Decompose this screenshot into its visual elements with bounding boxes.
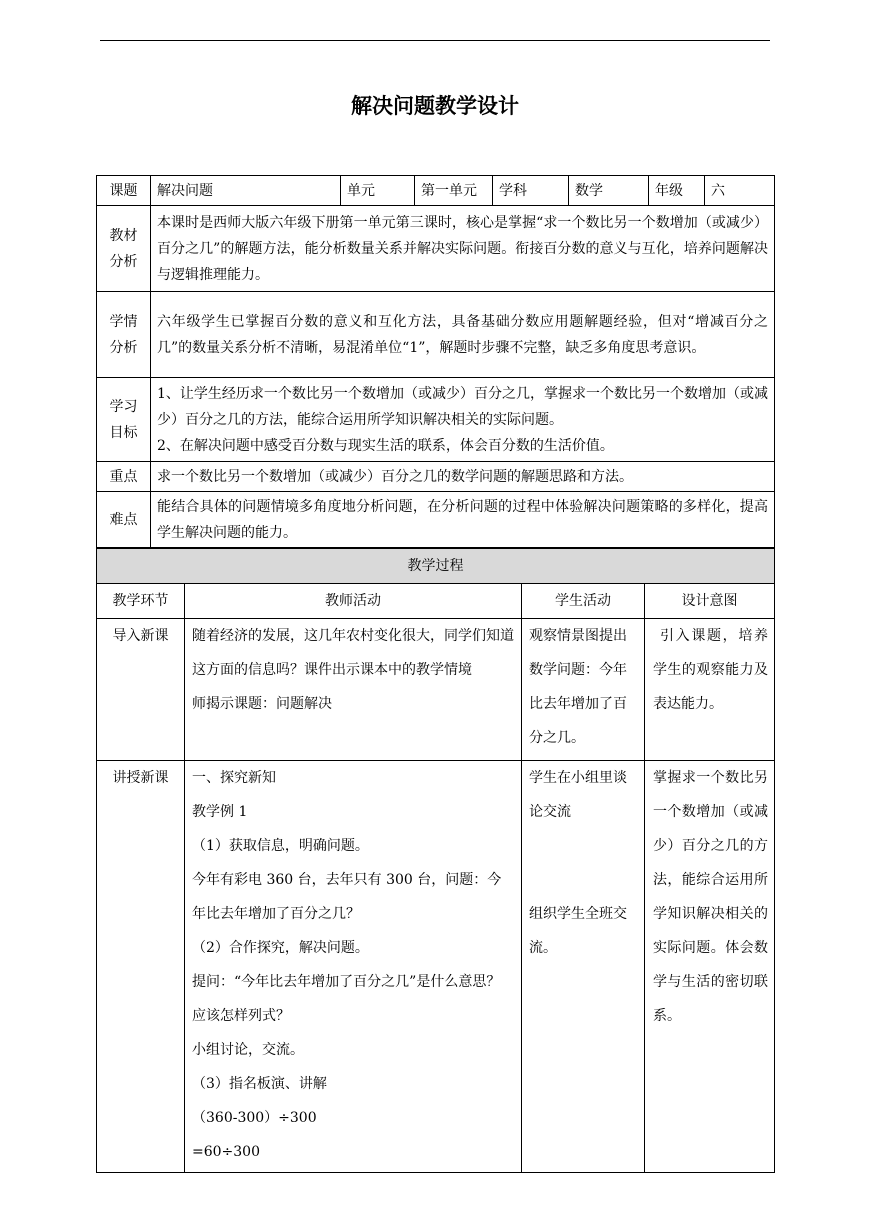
difficulty-label: 难点: [97, 492, 151, 548]
unit-label: 单元: [341, 176, 415, 206]
teacher-line: 随着经济的发展，这几年农村变化很大，同学们知道这方面的信息吗？课件出示课本中的教学情境: [192, 628, 514, 678]
info-row-learner: [97, 292, 775, 378]
design-intent-new: [645, 761, 775, 1173]
header-step: 教学环节: [97, 584, 185, 619]
header-teacher: 教师活动: [185, 584, 522, 619]
process-banner: 教学过程: [97, 549, 775, 584]
teacher-line: 今年有彩电 360 台，去年只有 300 台，问题：今年比去年增加了百分之几？: [192, 872, 502, 922]
goal-item: 2、在解决问题中感受百分数与现实生活的联系，体会百分数的生活价值。: [157, 437, 614, 454]
teacher-line: （2）合作探究，解决问题。: [192, 940, 369, 956]
step-new: 讲授新课: [97, 761, 185, 1173]
teacher-line: 小组讨论，交流。: [192, 1042, 304, 1058]
process-row-intro: [97, 619, 775, 761]
key-text: 求一个数比另一个数增加（或减少）百分之几的数学问题的解题思路和方法。: [151, 462, 775, 492]
student-line: 组织学生全班交流。: [529, 906, 627, 956]
teacher-line: 师揭示课题：问题解决: [192, 696, 332, 712]
teacher-line: （360-300）÷300: [192, 1110, 317, 1126]
student-activity-new: [522, 761, 645, 1173]
unit-value: 第一单元: [415, 176, 493, 206]
subject-label: 学科: [493, 176, 569, 206]
process-header-row: [97, 584, 775, 619]
step-intro: 导入新课: [97, 619, 185, 761]
teacher-line: 教学例 1: [192, 804, 248, 820]
teacher-activity-intro: [185, 619, 522, 761]
teacher-line: 提问：“今年比去年增加了百分之几”是什么意思？应该怎样列式？: [192, 974, 501, 1024]
student-line: 学生在小组里谈论交流: [529, 770, 627, 820]
grade-label: 年级: [649, 176, 705, 206]
student-activity-intro: [522, 619, 645, 761]
course-label: 课题: [97, 176, 151, 206]
lesson-info-table: [96, 175, 775, 548]
info-row-course: [97, 176, 775, 206]
student-line: 观察情景图提出数学问题：今年比去年增加了百分之几。: [529, 628, 627, 746]
info-row-material: [97, 206, 775, 292]
goal-item: 1、让学生经历求一个数比另一个数增加（或减少）百分之几，掌握求一个数比另一个数增加（或减少）百分之几的方法，能综合运用所学知识解决相关的实际问题。: [157, 385, 768, 428]
teacher-line: （3）指名板演、讲解: [192, 1076, 327, 1092]
header-intent: 设计意图: [645, 584, 775, 619]
teacher-activity-new: [185, 761, 522, 1173]
info-row-goals: [97, 378, 775, 462]
design-intent-intro: [645, 619, 775, 761]
teacher-line: （1）获取信息，明确问题。: [192, 838, 369, 854]
teacher-line: =60÷300: [192, 1144, 260, 1160]
header-student: 学生活动: [522, 584, 645, 619]
teaching-process-table: [96, 548, 775, 1173]
teacher-line: 一、探究新知: [192, 770, 276, 786]
goal-label: 学习 目标: [97, 378, 151, 462]
info-row-difficulty: [97, 492, 775, 548]
learner-label: 学情 分析: [97, 292, 151, 378]
grade-value: 六: [705, 176, 775, 206]
material-text: 本课时是西师大版六年级下册第一单元第三课时，核心是掌握“求一个数比另一个数增加（或减少）百分之几”的解题方法，能分析数量关系并解决实际问题。衔接百分数的意义与互化，培养问题解决与逻辑推理能力。: [151, 206, 775, 292]
header-rule: [100, 40, 770, 41]
difficulty-text: 能结合具体的问题情境多角度地分析问题，在分析问题的过程中体验解决问题策略的多样化，提高学生解决问题的能力。: [151, 492, 775, 548]
key-label: 重点: [97, 462, 151, 492]
intent-line: 引入课题，培养学生的观察能力及表达能力。: [653, 628, 768, 712]
learner-text: 六年级学生已掌握百分数的意义和互化方法，具备基础分数应用题解题经验，但对“增减百分之几”的数量关系分析不清晰，易混淆单位“1”，解题时步骤不完整，缺乏多角度思考意识。: [151, 292, 775, 378]
material-label: 教材 分析: [97, 206, 151, 292]
info-row-key: [97, 462, 775, 492]
intent-line: 掌握求一个数比另一个数增加（或减少）百分之几的方法，能综合运用所学知识解决相关的实际问题。体会数学与生活的密切联系。: [653, 770, 768, 1024]
course-value: 解决问题: [151, 176, 341, 206]
goal-text: [151, 378, 775, 462]
subject-value: 数学: [569, 176, 649, 206]
document-title: 解决问题教学设计: [351, 94, 519, 118]
process-row-new: [97, 761, 775, 1173]
